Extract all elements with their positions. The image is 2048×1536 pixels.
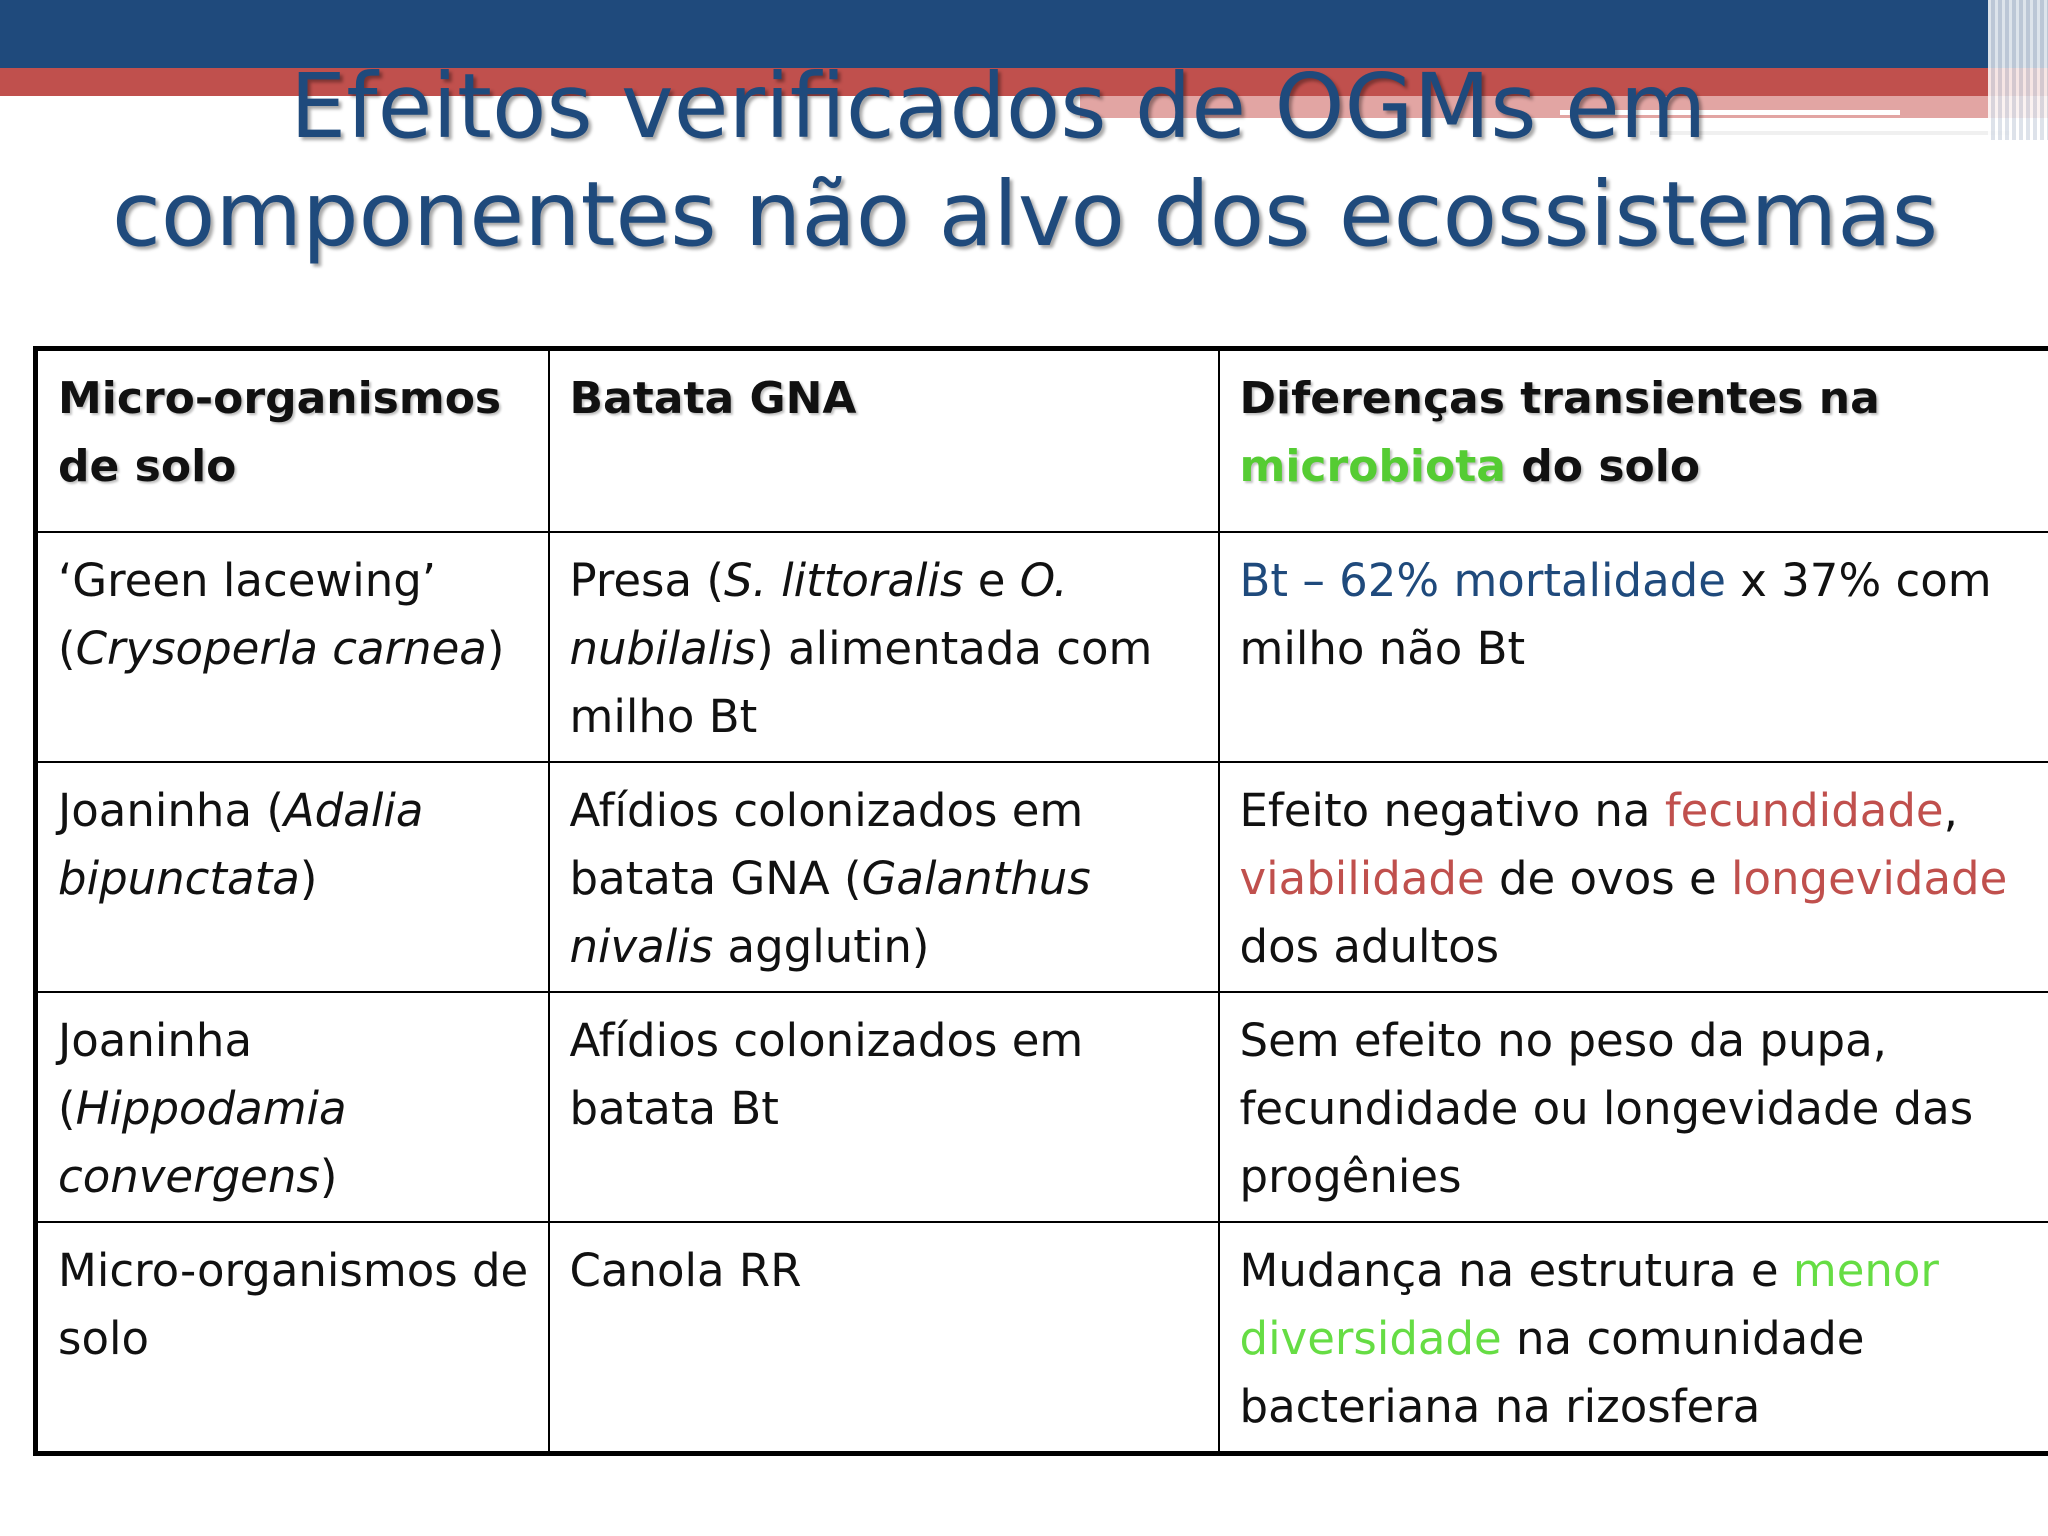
- table-row: [36, 992, 2048, 1222]
- table-row: [36, 1222, 2048, 1454]
- header-cell-effect: Diferenças transientes na microbiota do solo: [1219, 349, 2048, 532]
- highlight-green: microbiota: [1239, 441, 1506, 492]
- cell-crop: Afídios colonizados em batata Bt: [549, 992, 1219, 1222]
- effects-table: [33, 346, 2048, 1456]
- cell-crop: Canola RR: [549, 1222, 1219, 1454]
- cell-crop: Presa (S. littoralis e O. nubilalis) alimentada com milho Bt: [549, 532, 1219, 762]
- cell-organism: Joaninha (Adalia bipunctata): [36, 762, 549, 992]
- edge-stripes: [1988, 0, 2048, 140]
- slide-title: [112, 52, 1972, 268]
- table-row: [36, 762, 2048, 992]
- table-header-row: [36, 349, 2048, 532]
- highlight-blue: Bt – 62% mortalidade: [1239, 553, 1726, 607]
- cell-organism: ‘Green lacewing’ (Crysoperla carnea): [36, 532, 549, 762]
- highlight-red: fecundidade: [1664, 783, 1944, 837]
- header-cell-organism: Micro-organismos de solo: [36, 349, 549, 532]
- highlight-red: longevidade: [1730, 851, 2008, 905]
- cell-effect: Sem efeito no peso da pupa, fecundidade ou longevidade das progênies: [1219, 992, 2048, 1222]
- highlight-red: viabilidade: [1239, 851, 1485, 905]
- slide-title-line-1: Efeitos verificados de OGMs em: [290, 54, 1707, 158]
- header-cell-crop: Batata GNA: [549, 349, 1219, 532]
- slide-title-line-2: componentes não alvo dos ecossistemas: [112, 162, 1939, 266]
- cell-effect: Efeito negativo na fecundidade, viabilidade de ovos e longevidade dos adultos: [1219, 762, 2048, 992]
- cell-organism: Micro-organismos de solo: [36, 1222, 549, 1454]
- cell-effect: Bt – 62% mortalidade x 37% com milho não Bt: [1219, 532, 2048, 762]
- cell-organism: Joaninha (Hippodamia convergens): [36, 992, 549, 1222]
- cell-effect: Mudança na estrutura e menor diversidade na comunidade bacteriana na rizosfera: [1219, 1222, 2048, 1454]
- highlight-green: menor diversidade: [1239, 1243, 1939, 1365]
- cell-crop: Afídios colonizados em batata GNA (Galanthus nivalis agglutin): [549, 762, 1219, 992]
- table-row: [36, 532, 2048, 762]
